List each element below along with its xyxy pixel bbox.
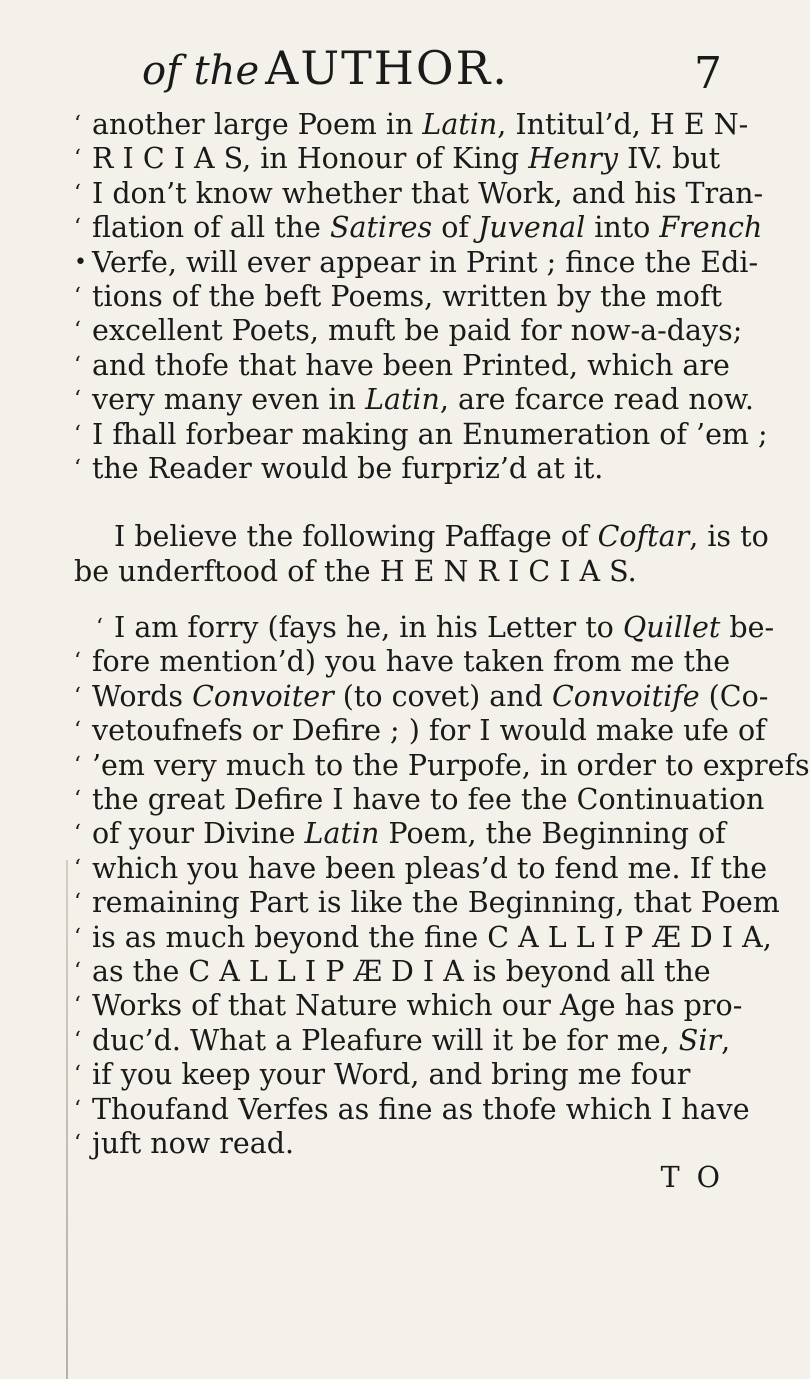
italic-word: Satires <box>329 211 433 245</box>
text-line <box>74 1127 764 1161</box>
text-line <box>74 611 775 645</box>
text-run: and thofe that have been Printed, which are <box>92 348 730 382</box>
text-run: excellent Poets, muft be paid for now-a-days; <box>92 314 743 348</box>
text-line <box>74 989 764 1023</box>
quote-mark: ‘ <box>74 718 81 744</box>
text-run: duc’d. What a Pleafure will it be for me, <box>92 1023 679 1057</box>
text-run: very many even in <box>92 383 366 417</box>
text-run: Words <box>92 679 193 713</box>
text-run: (to covet) and <box>333 679 552 713</box>
text-line <box>74 383 764 417</box>
paragraph-costar-letter <box>74 611 810 1161</box>
text-run: ’em very much to the Purpofe, in order to exprefs <box>92 748 810 782</box>
body-text <box>74 108 810 1196</box>
quote-mark: ‘ <box>74 752 81 778</box>
text-run: of your Divine <box>92 817 305 851</box>
text-run: , is to <box>689 520 769 554</box>
text-run: Verfe, will ever appear in Print ; fince the Edi- <box>92 245 759 279</box>
text-run: , <box>721 1023 731 1057</box>
text-run: the great Defire I have to fee the Continuation <box>92 783 765 817</box>
quote-mark: ‘ <box>74 112 81 137</box>
text-line <box>74 645 764 679</box>
text-line <box>74 177 764 211</box>
quote-mark: ‘ <box>74 1130 81 1156</box>
text-line <box>74 748 810 783</box>
italic-word: Convoitife <box>551 679 700 713</box>
quote-mark: ‘ <box>74 787 81 813</box>
text-line <box>74 280 764 314</box>
paragraph-author-comment <box>74 520 769 589</box>
text-line <box>74 1093 764 1127</box>
text-run: fore mention’d) you have taken from me the <box>92 645 731 679</box>
quote-mark: ‘ <box>74 318 81 344</box>
quote-mark: ‘ <box>74 352 81 378</box>
text-line <box>74 555 764 589</box>
text-run: I fhall forbear making an Enumeration of ’em ; <box>92 417 768 451</box>
text-run: tions of the beft Poems, written by the moft <box>92 279 722 313</box>
text-line <box>74 817 764 851</box>
quote-mark: ‘ <box>74 683 81 709</box>
text-run: if you keep your Word, and bring me four <box>92 1058 691 1092</box>
running-title-prefix: of the <box>142 48 260 94</box>
running-head <box>132 38 732 98</box>
text-run: remaining Part is like the Beginning, that Poem <box>92 886 780 920</box>
text-run: IV. but <box>618 142 721 176</box>
text-run: , Intitul’d, H E N- <box>497 108 749 141</box>
quote-mark: ‘ <box>74 993 81 1019</box>
page-fold-shadow <box>66 860 68 1379</box>
text-run: as the C A L L I P Æ D I A is beyond all the <box>92 954 711 988</box>
text-run: juft now read. <box>92 1126 295 1160</box>
italic-word: Quillet <box>622 611 721 645</box>
italic-word: Latin <box>422 108 498 141</box>
text-run: is as much beyond the fine C A L L I P Æ D I A, <box>92 920 772 954</box>
quote-mark: ‘ <box>74 146 81 172</box>
italic-word: Juvenal <box>477 211 586 245</box>
quote-mark: ‘ <box>74 890 81 916</box>
text-line <box>74 211 764 245</box>
quote-mark: ‘ <box>74 1027 81 1053</box>
catchword: T O <box>660 1161 724 1195</box>
quote-mark: ‘ <box>74 421 81 447</box>
text-line <box>74 783 764 817</box>
paragraph-quoted-continuation <box>74 108 768 486</box>
text-run: another large Poem in <box>92 108 423 141</box>
text-run: vetoufnefs or Defire ; ) for I would make ufe of <box>92 714 766 748</box>
text-line <box>74 1058 764 1092</box>
quote-mark: ‘ <box>74 821 81 847</box>
text-run: Thoufand Verfes as fine as thofe which I have <box>92 1092 750 1126</box>
quote-mark: ‘ <box>74 855 81 881</box>
text-line <box>74 314 764 348</box>
text-run: R I C I A S, in Honour of King <box>92 142 529 176</box>
text-run: Poem, the Beginning of <box>379 817 726 851</box>
running-title-main: AUTHOR. <box>265 41 509 95</box>
quote-mark: ‘ <box>96 615 103 641</box>
italic-word: Convoiter <box>192 679 334 713</box>
italic-word: French <box>659 211 763 245</box>
text-line <box>74 349 764 383</box>
quote-mark: • <box>74 249 87 275</box>
text-line <box>74 851 768 886</box>
text-line <box>74 886 780 920</box>
text-run: Works of that Nature which our Age has pro- <box>92 989 743 1023</box>
italic-word: Coftar <box>597 520 690 554</box>
quote-mark: ‘ <box>74 180 81 206</box>
paragraph-gap <box>74 486 764 520</box>
quote-mark: ‘ <box>74 958 81 984</box>
text-run: of <box>432 211 478 245</box>
quote-mark: ‘ <box>74 455 81 481</box>
text-run: flation of all the <box>92 211 330 245</box>
running-title <box>142 38 509 101</box>
quote-mark: ‘ <box>74 1062 81 1088</box>
quote-mark: ‘ <box>74 215 81 241</box>
text-line <box>74 452 764 486</box>
text-run: into <box>585 211 660 245</box>
quote-mark: ‘ <box>74 924 81 950</box>
text-line <box>74 955 764 989</box>
text-line <box>74 520 769 554</box>
text-line <box>74 1024 764 1058</box>
text-run: I don’t know whether that Work, and his Tran- <box>92 176 764 210</box>
text-line <box>74 417 768 452</box>
italic-word: Latin <box>365 383 440 417</box>
page-number: 7 <box>694 48 722 99</box>
text-line <box>74 246 764 280</box>
text-run: be- <box>720 611 775 645</box>
quote-mark: ‘ <box>74 387 81 413</box>
quote-mark: ‘ <box>74 649 81 675</box>
quote-mark: ‘ <box>74 1096 81 1122</box>
text-run: , are fcarce read now. <box>439 383 754 417</box>
italic-word: Sir <box>678 1023 722 1057</box>
text-line <box>74 714 764 748</box>
italic-word: Latin <box>304 817 380 851</box>
text-run: be underftood of the H E N R I C I A S. <box>74 554 637 588</box>
text-run: (Co- <box>699 679 769 713</box>
text-run: which you have been pleas’d to fend me. If the <box>92 851 768 885</box>
text-run: the Reader would be furpriz’d at it. <box>92 451 604 485</box>
text-line <box>74 108 764 142</box>
paragraph-gap <box>74 589 764 611</box>
text-run: I am forry (fays he, in his Letter to <box>114 611 623 645</box>
text-run: I believe the following Paffage of <box>114 520 598 554</box>
text-line <box>74 142 764 176</box>
quote-mark: ‘ <box>74 283 81 309</box>
italic-word: Henry <box>528 142 619 176</box>
text-line <box>74 920 772 955</box>
text-line <box>74 679 769 714</box>
